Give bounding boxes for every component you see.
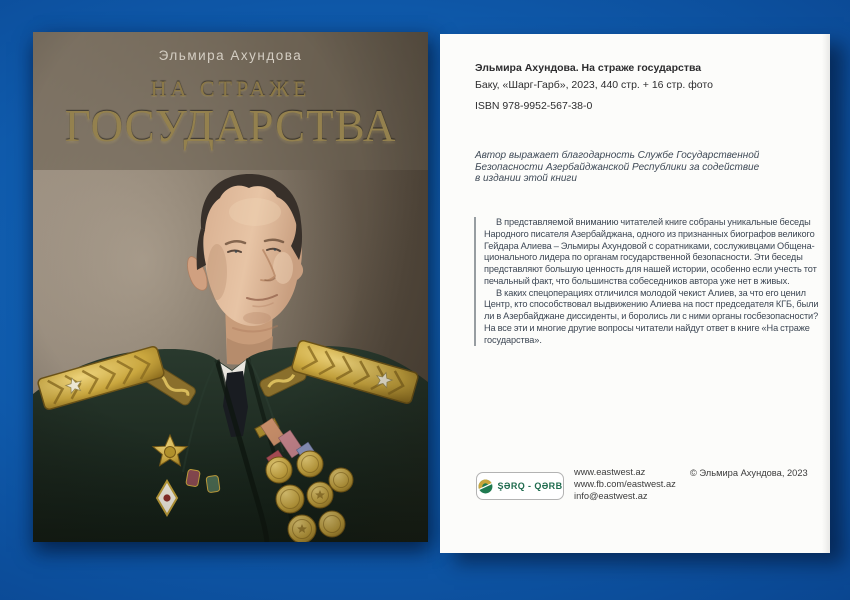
copyright-text: © Эльмира Ахундова, 2023 — [690, 468, 808, 478]
publisher-name: ŞƏRQ - QƏRB — [497, 481, 563, 491]
imprint-header — [475, 62, 713, 91]
cover-author: Эльмира Ахундова — [158, 48, 303, 63]
annotation-line: ли в Азербайджане диссиденты, и боролись ли с ними органы госбезопасности? — [484, 311, 819, 321]
cover-title-line1: НА СТРАЖЕ — [150, 76, 311, 101]
imprint-title: Эльмира Ахундова. На страже государства — [475, 62, 702, 74]
east-west-globe-icon — [478, 479, 493, 494]
publisher-links — [574, 466, 676, 502]
annotation-line: На все эти и многие другие вопросы читатели найдут ответ в книге «На страже — [484, 322, 810, 333]
acknowledgment-line: Безопасности Азербайджанской Республики за содействие — [475, 161, 760, 173]
imprint-page — [440, 34, 830, 553]
annotation-line: В представляемой вниманию читателей книге собраны уникальные беседы — [496, 217, 811, 227]
annotation-block — [474, 217, 819, 346]
annotation-line: представляют большую ценность для нашей истории, особенно если учесть тот — [484, 264, 817, 274]
isbn-text: ISBN 978-9952-567-38-0 — [475, 100, 593, 112]
book-front-cover — [33, 32, 428, 542]
email-address: info@eastwest.az — [574, 491, 648, 501]
annotation-line: государства». — [484, 334, 542, 345]
annotation-line: Народного писателя Азербайджана, одного из признанных биографов великого — [484, 228, 815, 239]
facebook-link: www.fb.com/eastwest.az — [574, 479, 676, 489]
website-link: www.eastwest.az — [574, 467, 646, 477]
imprint-publisher-info: Баку, «Шарг-Гарб», 2023, 440 стр. + 16 стр. фото — [475, 79, 713, 91]
annotation-line: ционального лидера по органам государственной безопасности. Эти беседы — [484, 252, 803, 263]
acknowledgment-line: Автор выражает благодарность Службе Государственной — [475, 150, 760, 161]
annotation-line: Центр, кто способствовал выдвижению Алиева на пост председателя КГБ, были — [484, 299, 819, 310]
annotation-line: печальный факт, что большинства собеседников автора уже нет в живых. — [484, 275, 790, 286]
annotation-line: Гейдара Алиева – Эльмиры Ахундовой с соратниками, сослуживцами Общена- — [484, 240, 815, 251]
acknowledgment-line: в издании этой книги — [475, 173, 577, 185]
cover-title-line2: ГОСУДАРСТВА — [64, 101, 397, 151]
annotation-line: В каких спецоперациях отличился молодой чекист Алиев, за что его ценил — [496, 287, 806, 298]
acknowledgment-text — [475, 150, 759, 185]
publisher-logo — [476, 472, 564, 500]
